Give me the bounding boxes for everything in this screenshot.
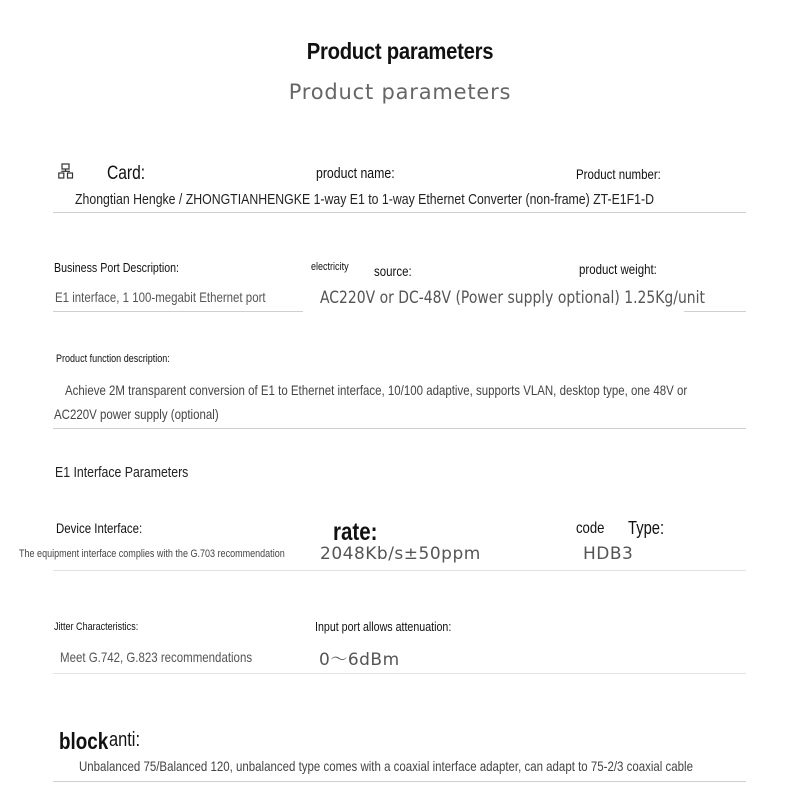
rate-label: rate:: [333, 518, 378, 546]
divider: [53, 311, 303, 312]
function-line-1: Achieve 2M transparent conversion of E1 to Ethernet interface, 10/100 adaptive, supports VLAN, desktop type, one 48V or: [65, 382, 688, 398]
device-interface-label: Device Interface:: [56, 520, 143, 536]
card-label: Card:: [107, 163, 146, 184]
attenuation-value: 0～6dBm: [319, 650, 400, 670]
attenuation-label: Input port allows attenuation:: [315, 619, 452, 634]
product-weight-label: product weight:: [579, 261, 657, 277]
section-title: E1 Interface Parameters: [55, 464, 189, 481]
jitter-value: Meet G.742, G.823 recommendations: [60, 649, 253, 665]
product-value: Zhongtian Hengke / ZHONGTIANHENGKE 1-way E1 to 1-way Ethernet Converter (non-frame) ZT-E1F1-D: [75, 191, 654, 208]
code-value: HDB3: [583, 544, 634, 564]
divider: [684, 311, 746, 312]
type-label: Type:: [628, 518, 665, 538]
product-number-label: Product number:: [576, 166, 661, 182]
divider: [53, 673, 746, 674]
block-value: Unbalanced 75/Balanced 120, unbalanced type comes with a coaxial interface adapter, can adapt to 75-2/3 coaxial cable: [79, 758, 693, 774]
page-title: Product parameters: [306, 38, 494, 64]
source-value: AC220V or DC-48V (Power supply optional) 1.25Kg/unit: [320, 288, 705, 308]
code-label: code: [576, 520, 605, 537]
source-label: source:: [374, 263, 412, 279]
anti-label: anti:: [109, 729, 141, 751]
page-subtitle: Product parameters: [288, 80, 512, 104]
function-line-2: AC220V power supply (optional): [54, 406, 219, 422]
business-port-value: E1 interface, 1 100-megabit Ethernet port: [55, 289, 266, 305]
jitter-label: Jitter Characteristics:: [54, 621, 139, 633]
divider: [53, 781, 746, 782]
business-port-label: Business Port Description:: [54, 260, 180, 275]
divider: [53, 428, 746, 429]
function-label: Product function description:: [56, 353, 170, 365]
product-name-label: product name:: [316, 165, 395, 182]
network-grid-icon: [58, 163, 74, 179]
electricity-label: electricity: [311, 261, 349, 273]
divider: [53, 212, 746, 213]
block-label: block: [59, 728, 109, 754]
divider: [53, 570, 746, 571]
rate-value: 2048Kb/s±50ppm: [320, 544, 481, 564]
device-interface-value: The equipment interface complies with the G.703 recommendation: [19, 548, 285, 560]
